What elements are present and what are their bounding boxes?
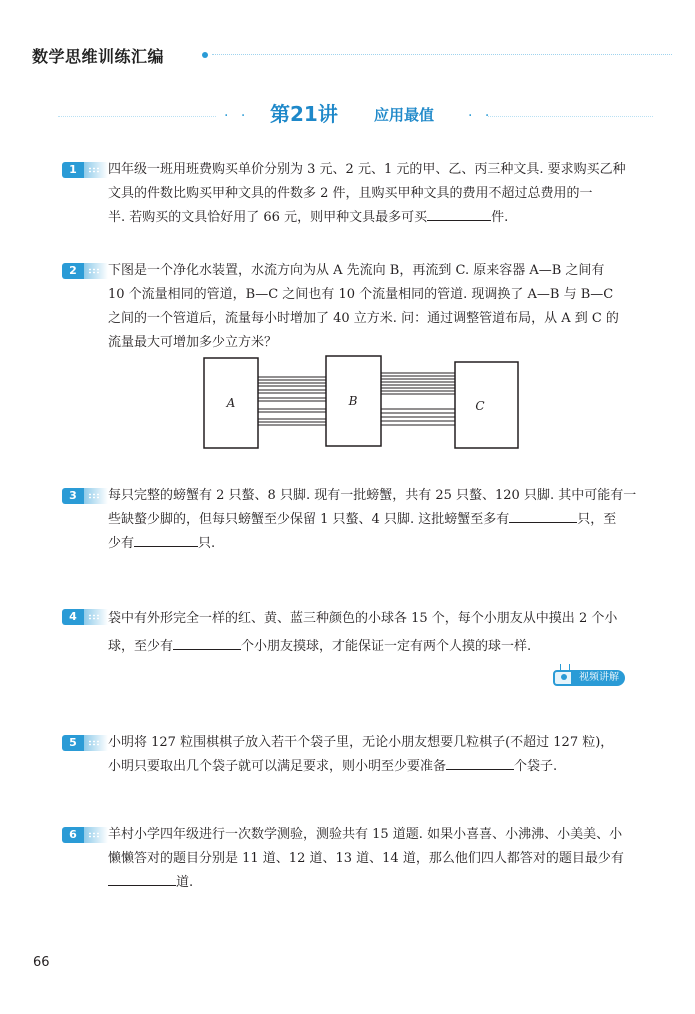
problem-2 [62, 259, 662, 355]
problem-number: 4 [62, 609, 84, 625]
answer-blank[interactable] [427, 207, 491, 221]
answer-blank[interactable] [446, 756, 514, 770]
text-line: 下图是一个净化水装置，水流方向为从 A 先流向 B，再流到 C. 原来容器 A—B 之间有 [108, 263, 605, 278]
problem-badge [62, 488, 108, 504]
text-line: 球，至少有 个小朋友摸球，才能保证一定有两个人摸的球一样. [108, 633, 662, 661]
problem-badge [62, 263, 108, 279]
problem-4 [62, 605, 662, 661]
video-lecture-label: 视频讲解 [571, 670, 625, 686]
text-line: 之间的一个管道后，流量每小时增加了 40 立方米. 问：通过调整管道布局，从 A 到 C 的 [108, 311, 619, 326]
text-line: 小明将 127 粒围棋棋子放入若干个袋子里，无论小朋友想要几粒棋子(不超过 127 粒)， [108, 735, 614, 750]
problem-6 [62, 823, 662, 895]
answer-blank[interactable] [108, 872, 176, 886]
problem-5 [62, 731, 662, 779]
problem-text [62, 605, 662, 661]
pipes-b-c [381, 373, 455, 425]
text-line: 羊村小学四年级进行一次数学测验，测验共有 15 道题. 如果小喜喜、小沸沸、小美美、小 [108, 827, 623, 842]
problem-badge [62, 162, 108, 178]
lesson-rule-left [58, 116, 216, 117]
label-b: B [348, 394, 358, 408]
problem-number: 5 [62, 735, 84, 751]
container-c [455, 362, 518, 448]
problem-text [62, 158, 662, 230]
problem-text [62, 259, 662, 355]
text-line: 每只完整的螃蟹有 2 只螯、8 只脚. 现有一批螃蟹，共有 25 只螯、120 只脚. 其中可能有一 [108, 488, 637, 503]
water-pipe-diagram [203, 353, 521, 453]
header-dot [202, 52, 208, 58]
lesson-dots-right: · · [468, 108, 494, 124]
lesson-name: 应用最值 [374, 106, 435, 124]
page-number: 66 [33, 955, 50, 970]
problem-badge [62, 609, 108, 625]
problem-text [62, 484, 662, 556]
answer-blank[interactable] [509, 509, 577, 523]
text-line: 小明只要取出几个袋子就可以满足要求，则小明至少要准备 个袋子. [108, 755, 662, 779]
text-line: 道. [108, 871, 662, 895]
running-header [32, 44, 672, 70]
problem-3 [62, 484, 662, 556]
text-line: 10 个流量相同的管道，B—C 之间也有 10 个流量相同的管道. 现调换了 A—B 与 B—C [108, 287, 614, 302]
pipes-a-b [258, 377, 326, 425]
header-rule [212, 54, 672, 55]
book-title: 数学思维训练汇编 [32, 47, 165, 66]
lesson-title-bar [58, 96, 653, 136]
lesson-dots-left: · · [224, 108, 250, 124]
problem-number: 2 [62, 263, 84, 279]
label-a: A [226, 396, 236, 410]
lesson-number: 第21讲 [270, 102, 338, 126]
lesson-rule-right [488, 116, 653, 117]
problem-number: 6 [62, 827, 84, 843]
problem-text [62, 823, 662, 895]
answer-blank[interactable] [134, 533, 198, 547]
text-line: 懒懒答对的题目分别是 11 道、12 道、13 道、14 道，那么他们四人都答对的题目最少有 [108, 851, 624, 866]
text-line: 文具的件数比购买甲种文具的件数多 2 件，且购买甲种文具的费用不超过总费用的一 [108, 186, 593, 201]
text-line: 些缺螯少脚的，但每只螃蟹至少保留 1 只螯、4 只脚. 这批螃蟹至多有 只，至 [108, 508, 662, 532]
problem-1 [62, 158, 662, 230]
problem-badge [62, 827, 108, 843]
problem-text [62, 731, 662, 779]
problem-number: 1 [62, 162, 84, 178]
label-c: C [475, 399, 485, 413]
problem-badge [62, 735, 108, 751]
text-line: 半. 若购买的文具恰好用了 66 元，则甲种文具最多可买 件. [108, 206, 662, 230]
text-line: 少有 只. [108, 532, 662, 556]
video-lecture-button[interactable] [553, 666, 641, 688]
text-line: 四年级一班用班费购买单价分别为 3 元、2 元、1 元的甲、乙、丙三种文具. 要求购买乙种 [108, 162, 626, 177]
text-line: 流量最大可增加多少立方米？ [108, 335, 278, 350]
text-line: 袋中有外形完全一样的红、黄、蓝三种颜色的小球各 15 个，每个小朋友从中摸出 2 个小 [108, 611, 618, 626]
problem-number: 3 [62, 488, 84, 504]
answer-blank[interactable] [173, 636, 241, 650]
